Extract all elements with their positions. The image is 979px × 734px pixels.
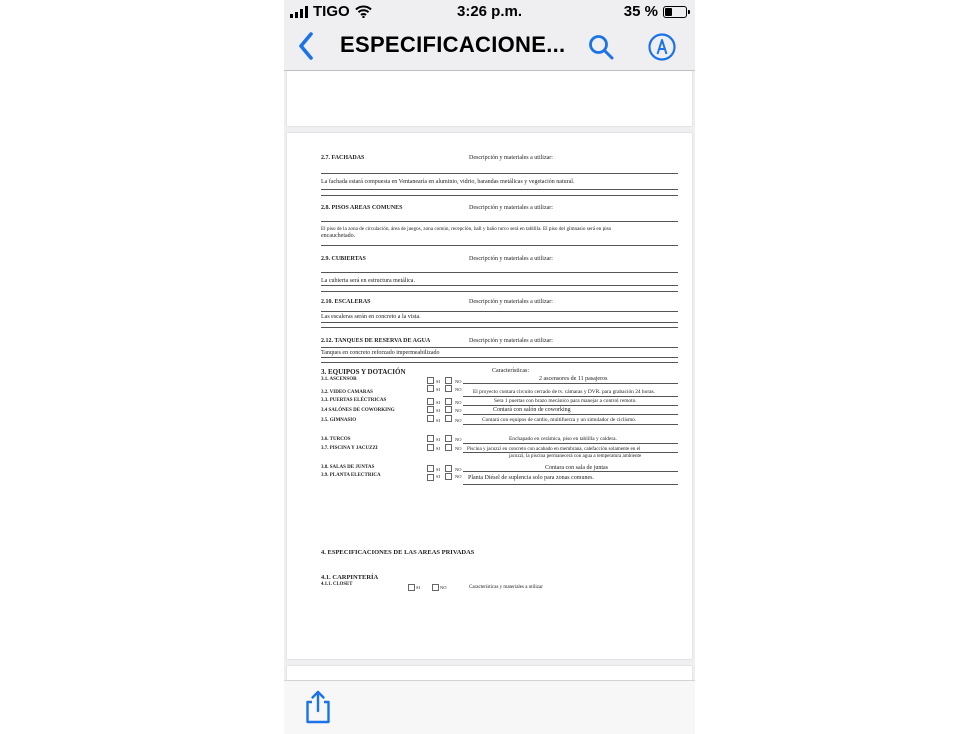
equipment-description: El proyecto contara circuito cerrado de tv. cámaras y DVR. para grabación 24 horas.: [473, 389, 655, 395]
section-text: Tanques en concreto reforzado impermeabilizado: [321, 350, 440, 356]
subsection-title: 4.1. CARPINTERÍA: [321, 574, 379, 581]
divider: [321, 291, 678, 292]
no-label: NO: [455, 379, 462, 384]
description-label: Descripción y materiales a utilizar:: [469, 155, 553, 161]
status-bar: [284, 0, 695, 24]
share-icon[interactable]: [303, 689, 333, 725]
no-label: NO: [455, 446, 462, 451]
divider: [321, 272, 678, 273]
divider: [321, 195, 678, 196]
description-label: Descripción y materiales a utilizar:: [469, 205, 553, 211]
section-text: La cubierta será en estructura metálica.: [321, 278, 415, 284]
equipment-description: Contara con sala de juntas: [545, 465, 608, 471]
equipment-label: 3.5. GIMNASIO: [321, 418, 357, 423]
si-label: SI: [436, 400, 441, 405]
section-text: La fachada estará compuesta en Ventanearía en aluminio, vidrio, barandas metálicas y vegetación natural.: [321, 179, 575, 185]
si-checkbox[interactable]: [427, 406, 434, 413]
equipment-description: Contará con salón de coworking: [493, 407, 571, 413]
equipment-label: 3.9. PLANTA ELECTRICA: [321, 473, 381, 478]
section-title: 3. EQUIPOS Y DOTACIÓN: [321, 368, 406, 376]
divider: [321, 362, 678, 363]
phone-screen: [284, 0, 695, 734]
section-title: 4. ESPECIFICACIONES DE LAS AREAS PRIVADAS: [321, 549, 475, 556]
equipment-label: 3.4 SALÓNES DE COWORKING: [321, 408, 395, 413]
si-label: SI: [436, 474, 441, 479]
equipment-description: Contará con equipos de cardio, multifuerza y un simulador de ciclismo.: [482, 417, 637, 423]
no-checkbox[interactable]: [432, 584, 439, 591]
no-checkbox[interactable]: [445, 377, 452, 384]
equipment-label: 3.6. TURCOS: [321, 437, 351, 442]
divider: [321, 285, 678, 286]
no-checkbox[interactable]: [445, 444, 452, 451]
no-checkbox[interactable]: [445, 415, 452, 422]
battery-icon: [663, 6, 687, 18]
battery-percent: 35 %: [623, 3, 658, 20]
si-checkbox[interactable]: [427, 415, 434, 422]
equipment-description: Planta Diésel de suplencia solo para zonas comunes.: [468, 475, 594, 481]
pdf-page-previous: [287, 71, 692, 126]
pdf-page-current: [287, 133, 692, 659]
si-label: SI: [436, 387, 441, 392]
divider: [321, 189, 678, 190]
equipment-description: Enchapado en cerámica, piso en tablilla y caldera.: [509, 436, 617, 442]
si-checkbox[interactable]: [427, 377, 434, 384]
divider: [463, 414, 678, 415]
description-label: Características y materiales a utilizar: [469, 585, 543, 590]
description-label: Descripción y materiales a utilizar:: [469, 256, 553, 262]
divider: [463, 484, 678, 485]
equipment-label: 3.3. PUERTAS ELÉCTRICAS: [321, 398, 387, 403]
si-checkbox[interactable]: [427, 474, 434, 481]
section-text: Las escaleras serán en concreto a la vista.: [321, 314, 421, 320]
section-title: 2.9. CUBIERTAS: [321, 256, 366, 262]
section-title: 2.10. ESCALERAS: [321, 299, 371, 305]
divider: [321, 221, 678, 222]
section-text: El piso de la zona de circulación, área de juegos, zona común, recepción, hall y baño turco será en tablilla. El piso del gimnasio será en piso: [321, 226, 612, 232]
no-label: NO: [455, 418, 462, 423]
no-label: NO: [455, 400, 462, 405]
bottom-toolbar: [284, 680, 695, 734]
navigation-bar: [284, 24, 695, 70]
si-label: SI: [436, 418, 441, 423]
divider: [321, 347, 678, 348]
no-checkbox[interactable]: [445, 473, 452, 480]
equipment-label: 3.2. VIDEO CAMARAS: [321, 390, 373, 395]
document-title: ESPECIFICACIONE...: [340, 32, 566, 57]
no-label: NO: [455, 474, 462, 479]
divider: [321, 327, 678, 328]
no-checkbox[interactable]: [445, 465, 452, 472]
section-title: 2.8. PISOS AREAS COMUNES: [321, 205, 403, 211]
item-label: 4.1.1. CLOSET: [321, 582, 353, 587]
si-checkbox[interactable]: [427, 398, 434, 405]
si-label: SI: [436, 446, 441, 451]
section-text: encauchetado.: [321, 233, 356, 239]
si-label: SI: [436, 408, 441, 413]
si-checkbox[interactable]: [427, 465, 434, 472]
equipment-description: Piscina y jacuzzi en concreto con acabado en membrana, calefacción solamente en el: [467, 446, 641, 452]
divider: [463, 383, 678, 384]
no-label: NO: [455, 408, 462, 413]
divider: [321, 322, 678, 323]
divider: [321, 311, 678, 312]
si-checkbox[interactable]: [408, 584, 415, 591]
no-label: NO: [455, 437, 462, 442]
si-label: SI: [436, 467, 441, 472]
divider: [463, 443, 678, 444]
characteristics-label: Características:: [492, 368, 529, 374]
divider: [321, 245, 678, 246]
no-checkbox[interactable]: [445, 385, 452, 392]
si-label: SI: [436, 437, 441, 442]
equipment-description: 2 ascensores de 11 pasajeros: [539, 376, 608, 382]
si-checkbox[interactable]: [427, 385, 434, 392]
no-label: NO: [440, 585, 447, 590]
equipment-label: 3.1. ASCENSOR: [321, 377, 357, 382]
description-label: Descripción y materiales a utilizar:: [469, 299, 553, 305]
divider: [321, 173, 678, 174]
equipment-description-cont: jacuzzi, la piscina permanecerá con agua a temperatura ambiente: [509, 453, 642, 459]
section-title: 2.12. TANQUES DE RESERVA DE AGUA: [321, 338, 431, 344]
divider: [463, 396, 678, 397]
no-checkbox[interactable]: [445, 406, 452, 413]
no-checkbox[interactable]: [445, 398, 452, 405]
clock: 3:26 p.m.: [456, 3, 523, 20]
search-icon[interactable]: [586, 32, 616, 62]
no-label: NO: [455, 387, 462, 392]
si-label: SI: [436, 379, 441, 384]
markup-pen-icon[interactable]: [647, 32, 677, 62]
si-checkbox[interactable]: [427, 435, 434, 442]
divider: [463, 405, 678, 406]
si-checkbox[interactable]: [427, 444, 434, 451]
divider: [463, 424, 678, 425]
no-label: NO: [455, 467, 462, 472]
divider: [463, 471, 678, 472]
carrier-label: TIGO: [313, 3, 350, 20]
chevron-left-icon[interactable]: [292, 30, 322, 62]
section-title: 2.7. FACHADAS: [321, 155, 365, 161]
equipment-label: 3.7. PISCINA Y JACUZZI: [321, 446, 378, 451]
equipment-description: Sera 1 puertas con brazo mecánico para manejar a control remoto.: [494, 398, 637, 404]
description-label: Descripción y materiales a utilizar:: [469, 338, 553, 344]
si-label: SI: [416, 585, 421, 590]
equipment-label: 3.8. SALAS DE JUNTAS: [321, 465, 375, 470]
no-checkbox[interactable]: [445, 435, 452, 442]
divider: [321, 357, 678, 358]
